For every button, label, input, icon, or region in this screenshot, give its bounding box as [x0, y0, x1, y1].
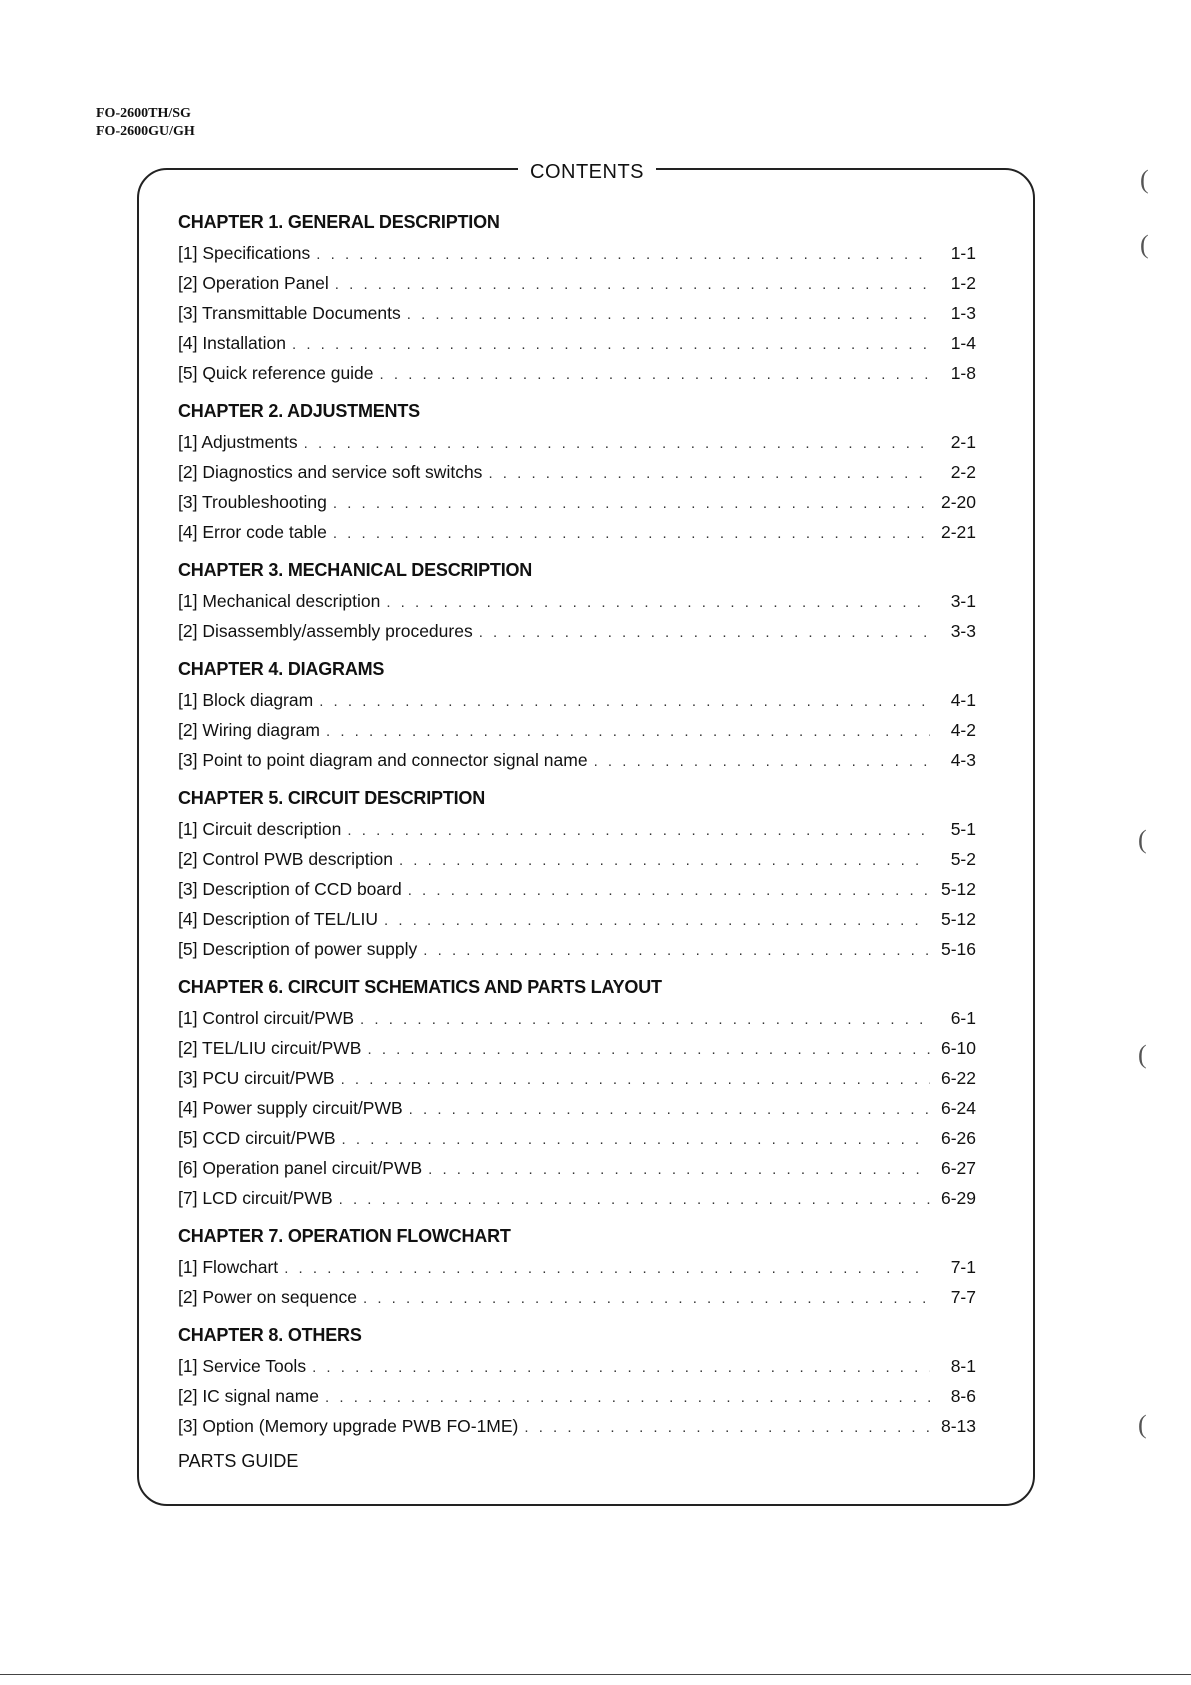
dot-leader [363, 1284, 930, 1314]
table-of-contents [178, 210, 976, 1475]
toc-entry-page: 6-26 [940, 1128, 976, 1148]
model-numbers [96, 105, 195, 141]
toc-entry-label: [1] Flowchart [178, 1257, 279, 1277]
dot-leader [333, 519, 930, 549]
dot-leader [594, 747, 930, 777]
toc-entry-label: [3] Troubleshooting [178, 492, 327, 512]
toc-entry-label: [2] IC signal name [178, 1386, 320, 1406]
toc-entry-page: 1-3 [950, 303, 976, 323]
toc-entry [178, 874, 976, 904]
contents-title: CONTENTS [518, 160, 656, 184]
toc-entry-label: [2] TEL/LIU circuit/PWB [178, 1038, 362, 1058]
toc-entry-label: [3] Point to point diagram and connector signal name [178, 750, 588, 770]
toc-entry [178, 1003, 976, 1033]
toc-entry-label: [5] Quick reference guide [178, 363, 374, 383]
toc-entry [178, 328, 976, 358]
toc-entry-page: 8-6 [950, 1386, 976, 1406]
toc-entry [178, 238, 976, 268]
toc-entry-page: 1-8 [950, 363, 976, 383]
toc-entry-page: 4-2 [950, 720, 976, 740]
toc-entry-label: [4] Installation [178, 333, 286, 353]
toc-entry-page: 2-1 [950, 432, 976, 452]
toc-entry [178, 685, 976, 715]
toc-entry-label: [2] Control PWB description [178, 849, 393, 869]
dot-leader [428, 1155, 930, 1185]
toc-entry [178, 934, 976, 964]
toc-entry-label: [2] Wiring diagram [178, 720, 320, 740]
dot-leader [408, 876, 930, 906]
toc-entry-page: 8-1 [950, 1356, 976, 1376]
model-line-2: FO-2600GU/GH [96, 124, 195, 139]
toc-entry-label: [4] Error code table [178, 522, 327, 542]
dot-leader [407, 300, 930, 330]
dot-leader [326, 717, 930, 747]
model-line-1: FO-2600TH/SG [96, 106, 191, 121]
dot-leader [399, 846, 930, 876]
toc-entry-page: 4-1 [950, 690, 976, 710]
toc-entry-page: 5-2 [950, 849, 976, 869]
chapter-heading: CHAPTER 7. OPERATION FLOWCHART [178, 1226, 511, 1246]
toc-entry-label: [5] Description of power supply [178, 939, 418, 959]
toc-entry-label: [6] Operation panel circuit/PWB [178, 1158, 423, 1178]
toc-entry [178, 844, 976, 874]
dot-leader [341, 1065, 930, 1095]
toc-entry-label: [1] Block diagram [178, 690, 314, 710]
toc-entry-page: 6-29 [940, 1188, 976, 1208]
dot-leader [304, 429, 930, 459]
dot-leader [423, 936, 930, 966]
toc-entry-label: [1] Control circuit/PWB [178, 1008, 355, 1028]
toc-entry [178, 616, 976, 646]
toc-entry-label: [3] Option (Memory upgrade PWB FO-1ME) [178, 1416, 519, 1436]
toc-entry-label: [3] Transmittable Documents [178, 303, 401, 323]
dot-leader [360, 1005, 930, 1035]
toc-entry-page: 1-1 [950, 243, 976, 263]
toc-entry [178, 268, 976, 298]
toc-entry [178, 745, 976, 775]
chapter-heading: CHAPTER 3. MECHANICAL DESCRIPTION [178, 560, 533, 580]
dot-leader [339, 1185, 930, 1215]
dot-leader [335, 270, 930, 300]
toc-entry [178, 1282, 976, 1312]
toc-entry-page: 8-13 [940, 1416, 976, 1436]
punch-hole-mark: ( [1140, 165, 1149, 194]
toc-entry [178, 427, 976, 457]
toc-entry-page: 7-7 [950, 1287, 976, 1307]
toc-entry-label: [3] Description of CCD board [178, 879, 402, 899]
toc-entry-label: [1] Specifications [178, 243, 311, 263]
toc-entry [178, 1183, 976, 1213]
toc-entry [178, 904, 976, 934]
chapter-heading: CHAPTER 1. GENERAL DESCRIPTION [178, 212, 500, 232]
toc-entry-label: [1] Mechanical description [178, 591, 381, 611]
toc-entry-page: 5-16 [940, 939, 976, 959]
toc-entry-page: 2-2 [950, 462, 976, 482]
toc-entry-label: [7] LCD circuit/PWB [178, 1188, 333, 1208]
toc-entry [178, 1411, 976, 1441]
page-bottom-rule [0, 1674, 1191, 1675]
toc-entry [178, 1153, 976, 1183]
dot-leader [292, 330, 930, 360]
toc-entry-page: 3-3 [950, 621, 976, 641]
dot-leader [488, 459, 930, 489]
dot-leader [367, 1035, 930, 1065]
toc-entry [178, 1123, 976, 1153]
dot-leader [316, 240, 930, 270]
toc-entry-page: 5-1 [950, 819, 976, 839]
toc-entry-label: [2] Disassembly/assembly procedures [178, 621, 473, 641]
dot-leader [333, 489, 930, 519]
punch-hole-mark: ( [1140, 230, 1149, 259]
toc-entry-page: 1-4 [950, 333, 976, 353]
toc-entry [178, 586, 976, 616]
toc-entry-page: 6-22 [940, 1068, 976, 1088]
chapter-heading: CHAPTER 6. CIRCUIT SCHEMATICS AND PARTS LAYOUT [178, 977, 662, 997]
toc-entry-page: 2-20 [940, 492, 976, 512]
dot-leader [325, 1383, 930, 1413]
toc-entry [178, 1093, 976, 1123]
punch-hole-mark: ( [1138, 1410, 1147, 1439]
toc-entry-page: 6-24 [940, 1098, 976, 1118]
toc-entry [178, 715, 976, 745]
toc-entry-label: [4] Power supply circuit/PWB [178, 1098, 403, 1118]
toc-entry-page: 6-10 [940, 1038, 976, 1058]
toc-entry-label: [1] Service Tools [178, 1356, 307, 1376]
punch-hole-mark: ( [1138, 825, 1147, 854]
toc-entry [178, 814, 976, 844]
toc-entry [178, 517, 976, 547]
dot-leader [284, 1254, 930, 1284]
chapter-heading: CHAPTER 4. DIAGRAMS [178, 659, 385, 679]
chapter-heading: CHAPTER 5. CIRCUIT DESCRIPTION [178, 788, 486, 808]
toc-entry-label: [2] Power on sequence [178, 1287, 358, 1307]
dot-leader [312, 1353, 930, 1383]
toc-entry-page: 7-1 [950, 1257, 976, 1277]
toc-entry-label: [4] Description of TEL/LIU [178, 909, 379, 929]
dot-leader [524, 1413, 930, 1443]
toc-entry [178, 298, 976, 328]
dot-leader [380, 360, 930, 390]
toc-entry-page: 6-1 [950, 1008, 976, 1028]
toc-entry-page: 5-12 [940, 909, 976, 929]
toc-entry [178, 358, 976, 388]
toc-entry-page: 4-3 [950, 750, 976, 770]
toc-entry [178, 1033, 976, 1063]
toc-entry-page: 5-12 [940, 879, 976, 899]
toc-entry [178, 1252, 976, 1282]
dot-leader [479, 618, 930, 648]
toc-entry-page: 6-27 [940, 1158, 976, 1178]
chapter-heading: CHAPTER 2. ADJUSTMENTS [178, 401, 420, 421]
toc-entry-page: 3-1 [950, 591, 976, 611]
punch-hole-mark: ( [1138, 1040, 1147, 1069]
toc-entry-label: [5] CCD circuit/PWB [178, 1128, 336, 1148]
dot-leader [347, 816, 930, 846]
toc-entry [178, 487, 976, 517]
toc-entry-label: [1] Circuit description [178, 819, 342, 839]
toc-entry [178, 1351, 976, 1381]
toc-entry-label: [2] Diagnostics and service soft switchs [178, 462, 483, 482]
dot-leader [409, 1095, 930, 1125]
toc-entry-label: [1] Adjustments [178, 432, 298, 452]
toc-entry-label: [2] Operation Panel [178, 273, 329, 293]
toc-entry-page: 1-2 [950, 273, 976, 293]
parts-guide: PARTS GUIDE [178, 1451, 299, 1471]
dot-leader [386, 588, 930, 618]
toc-entry-label: [3] PCU circuit/PWB [178, 1068, 335, 1088]
dot-leader [319, 687, 930, 717]
dot-leader [384, 906, 930, 936]
toc-entry [178, 457, 976, 487]
toc-entry [178, 1063, 976, 1093]
chapter-heading: CHAPTER 8. OTHERS [178, 1325, 362, 1345]
dot-leader [342, 1125, 930, 1155]
toc-entry [178, 1381, 976, 1411]
toc-entry-page: 2-21 [940, 522, 976, 542]
